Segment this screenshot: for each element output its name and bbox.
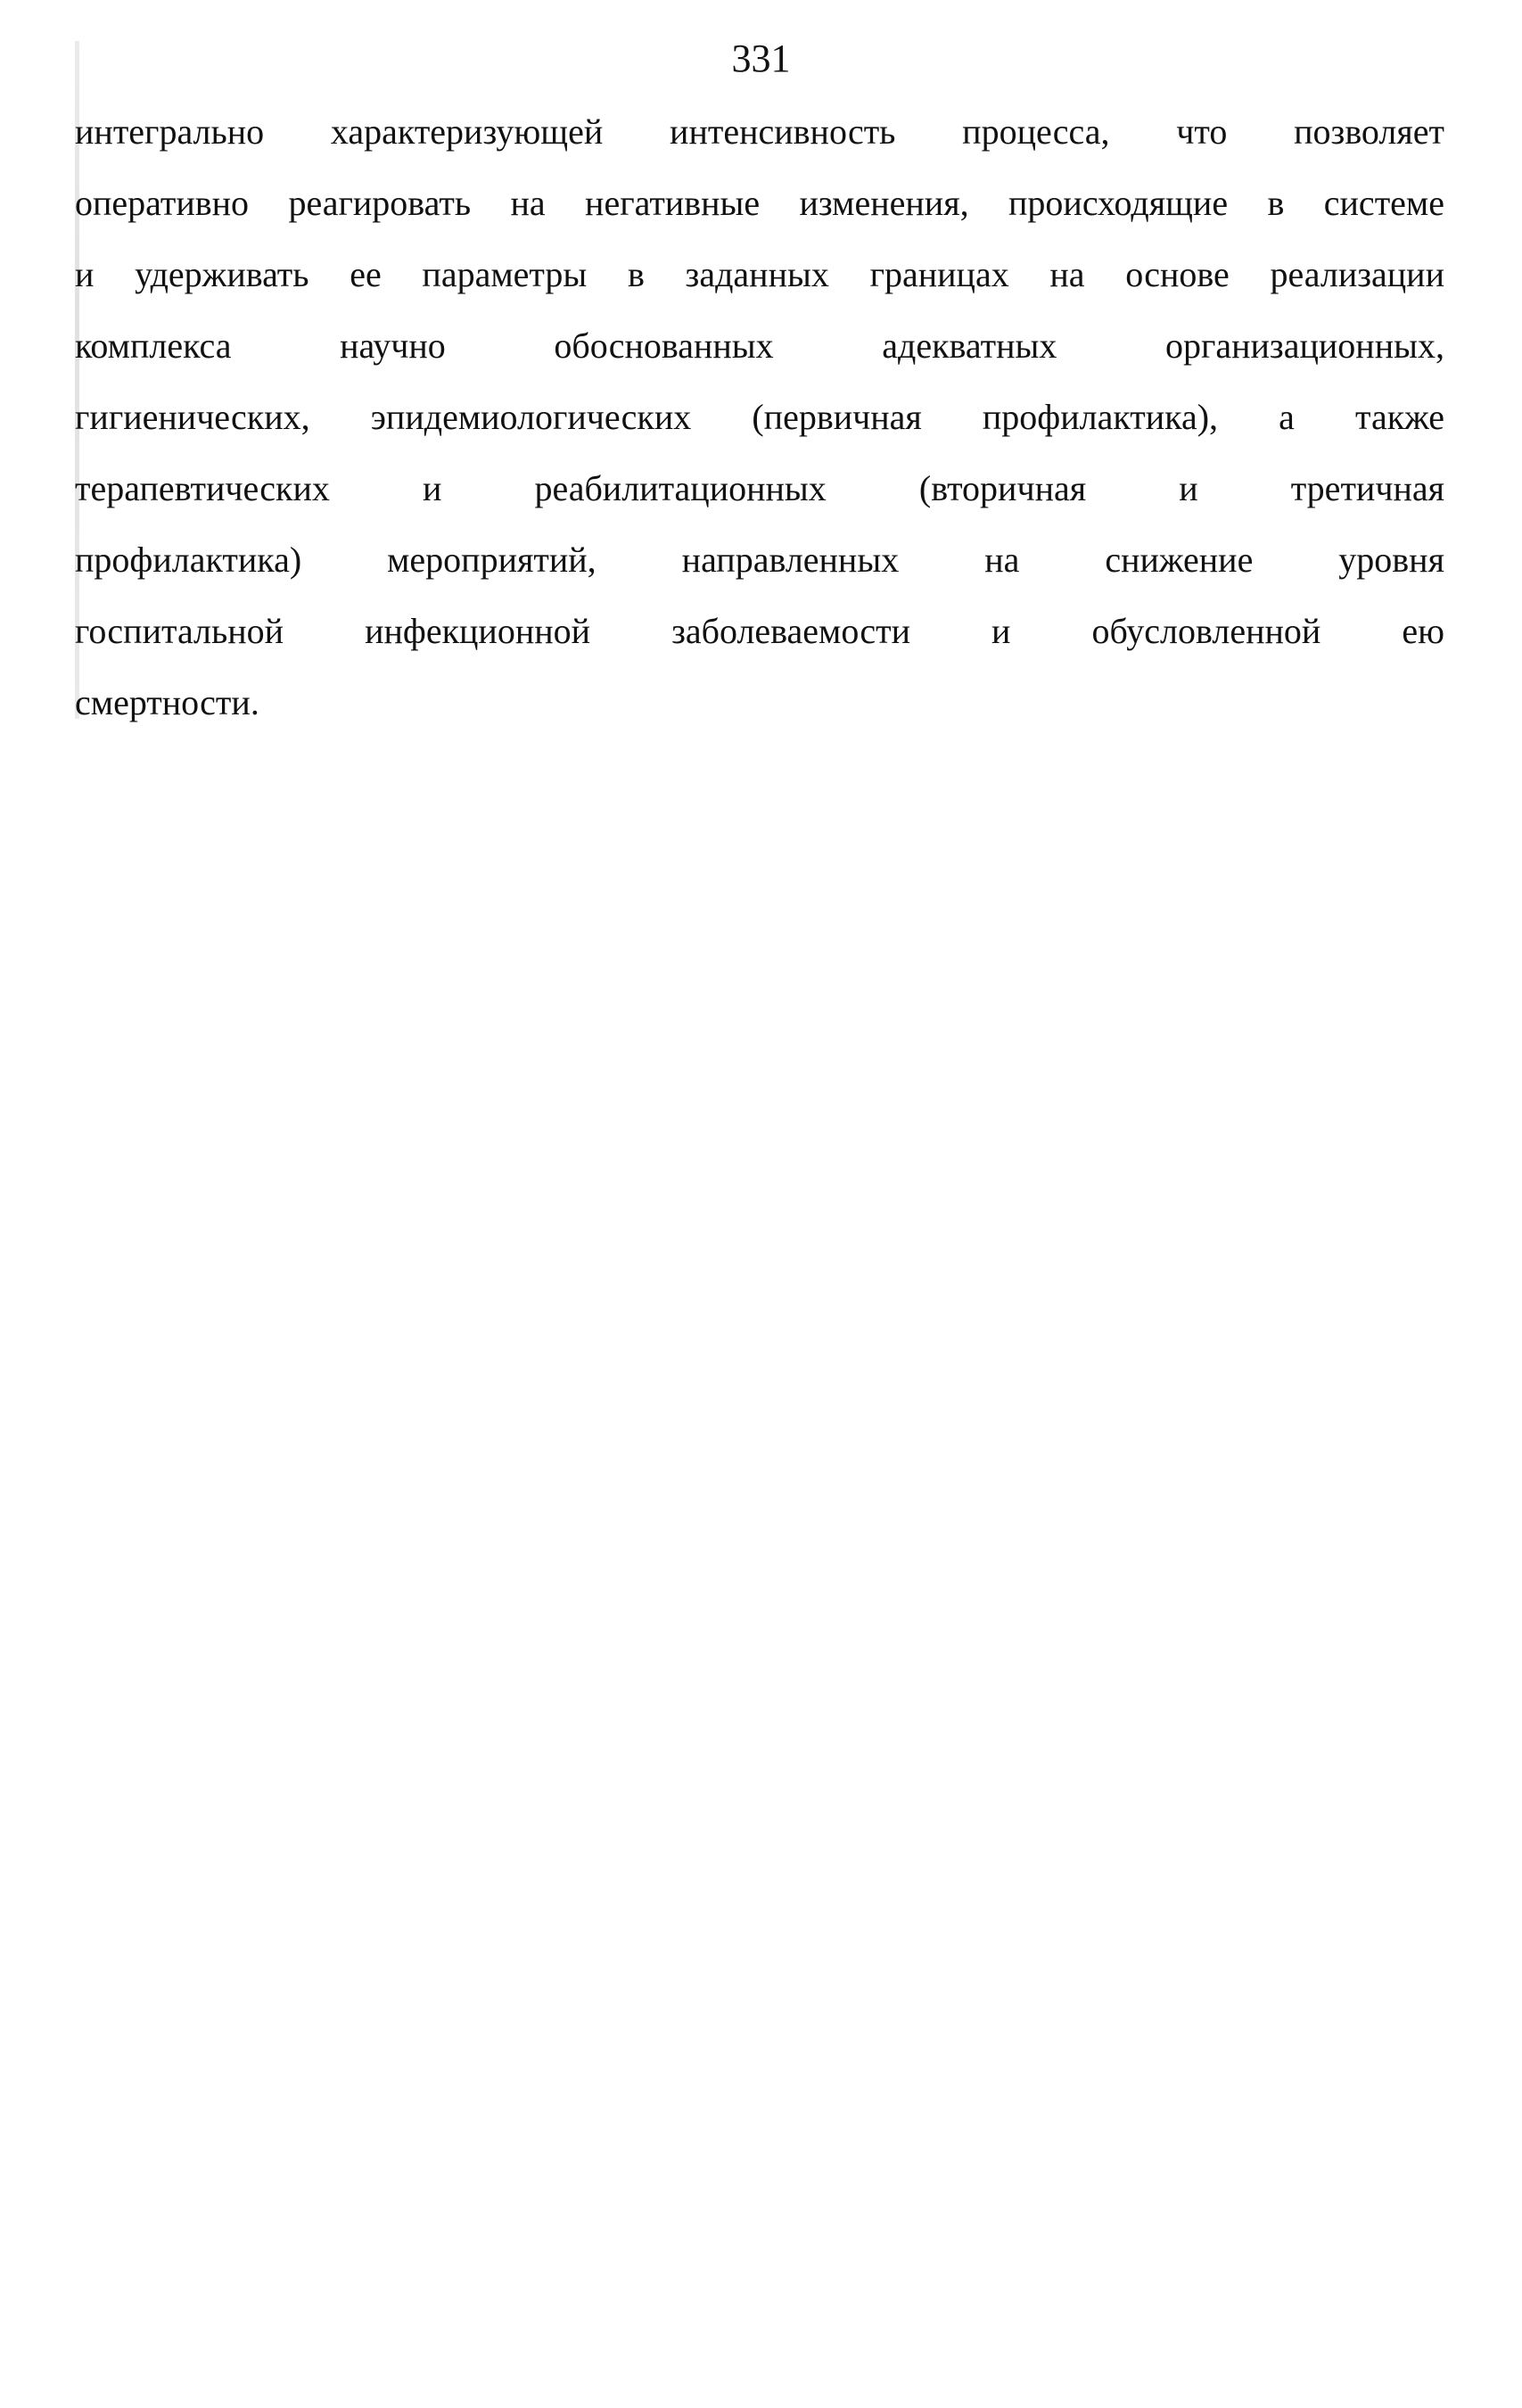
text-line: оперативно реагировать на негативные изменения, происходящие в системе (75, 183, 1444, 223)
text-line: смертности. (75, 682, 259, 722)
body-paragraph (75, 96, 1444, 738)
text-line: и удерживать ее параметры в заданных границах на основе реализации (75, 254, 1444, 294)
page-number: 331 (731, 37, 791, 80)
text-line: комплекса научно обоснованных адекватных организационных, (75, 326, 1444, 366)
text-line: интегрально характеризующей интенсивность процесса, что позволяет (75, 111, 1444, 152)
text-line: терапевтических и реабилитационных (вторичная и третичная (75, 468, 1444, 508)
text-line: госпитальной инфекционной заболеваемости и обусловленной ею (75, 611, 1444, 651)
text-line: гигиенических, эпидемиологических (первичная профилактика), а также (75, 397, 1444, 437)
text-line: профилактика) мероприятий, направленных на снижение уровня (75, 540, 1444, 580)
